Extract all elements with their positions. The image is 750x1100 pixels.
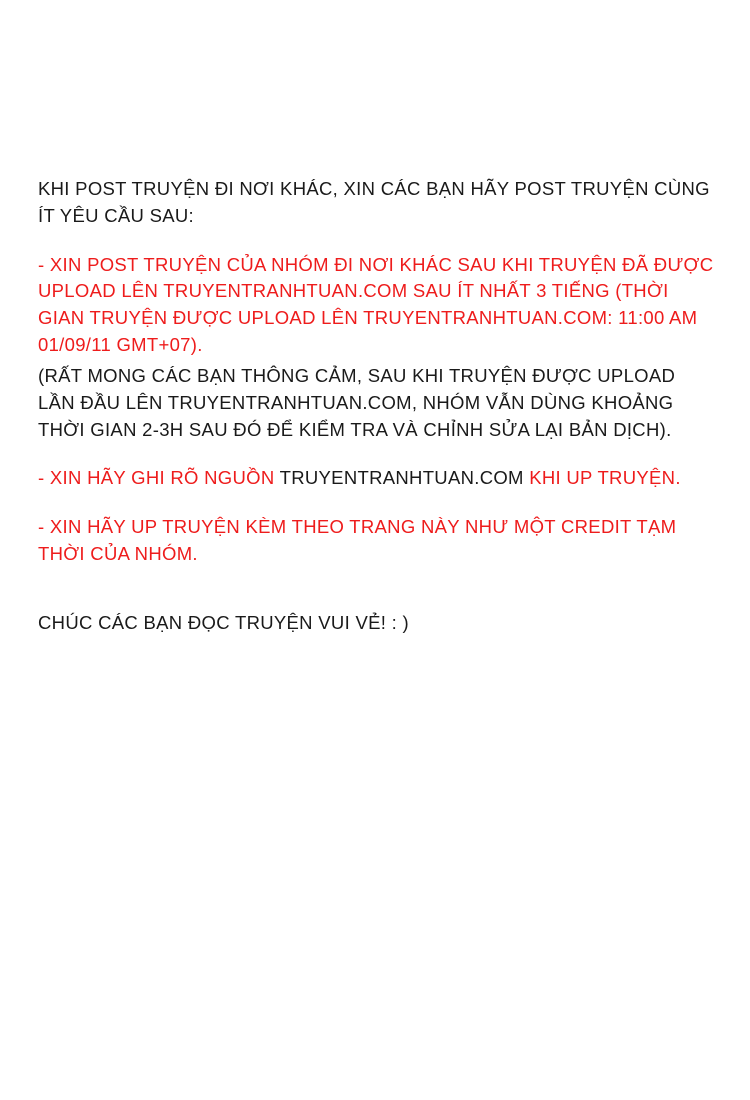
rule-one-note: (RẤT MONG CÁC BẠN THÔNG CẢM, SAU KHI TRUYỆN ĐƯỢC UPLOAD LẦN ĐẦU LÊN TRUYENTRANHTUAN.COM, NHÓM VẪN DÙNG KHOẢNG THỜI GIAN 2-3H SAU ĐÓ ĐỂ KIỂM TRA VÀ CHỈNH SỬA LẠI BẢN DỊCH). bbox=[38, 364, 676, 440]
rule-one-red: - XIN POST TRUYỆN CỦA NHÓM ĐI NƠI KHÁC SAU KHI TRUYỆN ĐÃ ĐƯỢC UPLOAD LÊN TRUYENTRANHTUAN.COM SAU ÍT NHẤT 3 TIẾNG (THỜI GIAN TRUYỆN ĐƯỢC UPLOAD LÊN TRUYENTRANHTUAN.COM: 11:00 AM 01/09/11 GMT+07). bbox=[38, 253, 714, 356]
rule-two-site: TRUYENTRANHTUAN.COM bbox=[279, 467, 524, 489]
rule-three: - XIN HÃY UP TRUYỆN KÈM THEO TRANG NÀY NHƯ MỘT CREDIT TẠM THỜI CỦA NHÓM. bbox=[38, 516, 677, 564]
rule-two bbox=[38, 465, 716, 492]
notice-block bbox=[38, 176, 716, 637]
rule-two-suffix: KHI UP TRUYỆN. bbox=[523, 467, 681, 489]
closing-paragraph: CHÚC CÁC BẠN ĐỌC TRUYỆN VUI VẺ! : ) bbox=[38, 611, 409, 633]
intro-paragraph: KHI POST TRUYỆN ĐI NƠI KHÁC, XIN CÁC BẠN HÃY POST TRUYỆN CÙNG ÍT YÊU CẦU SAU: bbox=[38, 178, 710, 226]
rule-two-prefix: - XIN HÃY GHI RÕ NGUỒN bbox=[38, 467, 280, 489]
